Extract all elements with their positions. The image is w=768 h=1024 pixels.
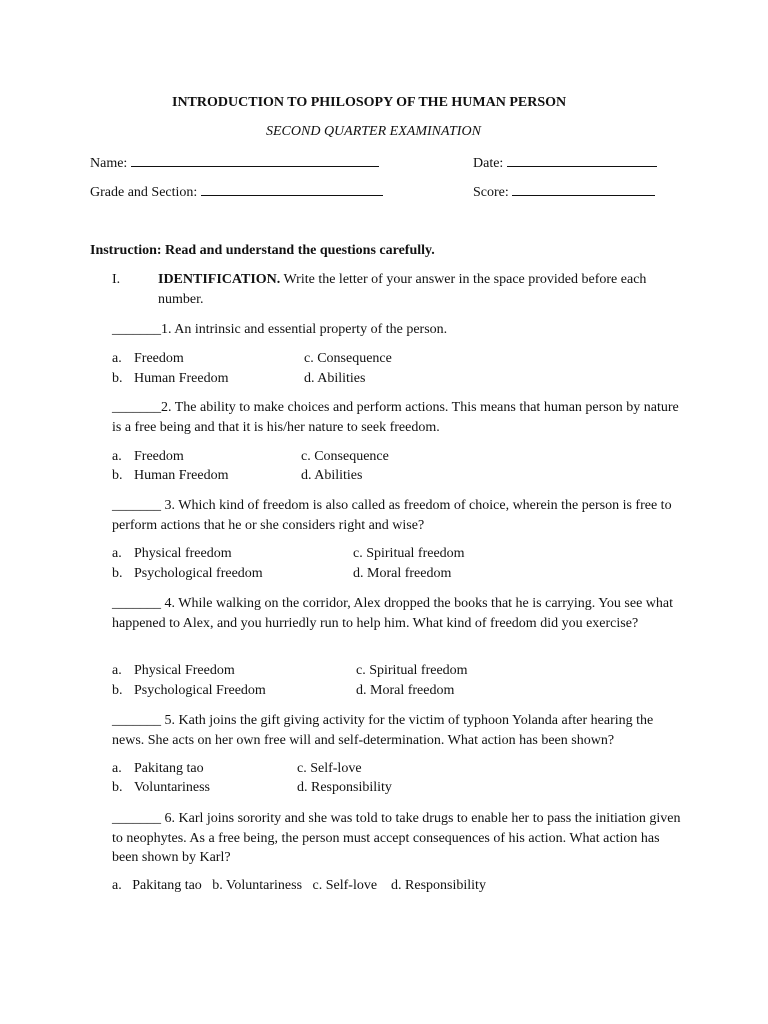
- section-heading: [158, 270, 678, 309]
- date-field: [473, 153, 657, 172]
- option-a: a. Pakitang tao: [112, 761, 204, 776]
- option-b: b. Voluntariness: [112, 780, 210, 795]
- grade-field: [90, 182, 383, 201]
- question-3: [112, 496, 682, 535]
- instruction: Instruction: Read and understand the questions carefully.: [90, 243, 435, 258]
- option-d: d. Abilities: [304, 371, 366, 386]
- question-4: [112, 594, 682, 633]
- question-text: 1. An intrinsic and essential property of the person.: [161, 322, 448, 337]
- section-number: I.: [112, 272, 121, 287]
- score-field: [473, 182, 655, 201]
- answer-blank: _______: [112, 596, 161, 611]
- question-2: [112, 398, 682, 437]
- option-a: a. Physical freedom: [112, 546, 232, 561]
- question-text: 4. While walking on the corridor, Alex dropped the books that he is carrying. You see what happened to Alex, and you hurriedly run to help him. What kind of freedom did you exercise?: [112, 596, 674, 631]
- options-inline: a. Pakitang tao b. Voluntariness c. Self-love d. Responsibility: [112, 878, 486, 893]
- question-6: [112, 809, 682, 868]
- option-a: a. Freedom: [112, 351, 184, 366]
- option-b: b. Psychological freedom: [112, 566, 263, 581]
- question-text: 6. Karl joins sorority and she was told to take drugs to enable her to pass the initiation given to neophytes. As a free being, the person must accept consequences of his action. What action has been shown by Karl?: [112, 811, 681, 865]
- option-c: c. Consequence: [304, 351, 392, 366]
- section-text: Write the letter of your answer in the space provided before each number.: [158, 272, 647, 307]
- name-field: [90, 153, 379, 172]
- answer-blank: _______: [112, 400, 161, 415]
- question-text: 3. Which kind of freedom is also called as freedom of choice, wherein the person is free to perform actions that he or she considers right and wise?: [112, 498, 672, 533]
- answer-blank: _______: [112, 713, 161, 728]
- option-c: c. Self-love: [297, 761, 362, 776]
- option-a: a. Physical Freedom: [112, 663, 235, 678]
- option-d: d. Moral freedom: [356, 683, 455, 698]
- name-label: Name:: [90, 156, 128, 171]
- grade-blank: [201, 182, 383, 196]
- exam-subtitle: SECOND QUARTER EXAMINATION: [266, 124, 481, 139]
- grade-label: Grade and Section:: [90, 185, 198, 200]
- section-title: IDENTIFICATION.: [158, 272, 281, 287]
- name-blank: [131, 153, 379, 167]
- question-5: [112, 711, 682, 750]
- option-b: b. Human Freedom: [112, 371, 229, 386]
- option-a: a. Freedom: [112, 449, 184, 464]
- exam-title: INTRODUCTION TO PHILOSOPY OF THE HUMAN PERSON: [172, 95, 567, 110]
- option-b: b. Human Freedom: [112, 468, 229, 483]
- date-label: Date:: [473, 156, 504, 171]
- option-b: b. Psychological Freedom: [112, 683, 266, 698]
- option-c: c. Spiritual freedom: [356, 663, 468, 678]
- answer-blank: _______: [112, 498, 161, 513]
- question-1: [112, 320, 682, 340]
- option-c: c. Consequence: [301, 449, 389, 464]
- option-d: d. Responsibility: [297, 780, 392, 795]
- date-blank: [507, 153, 657, 167]
- question-text: 5. Kath joins the gift giving activity for the victim of typhoon Yolanda after hearing the news. She acts on her own free will and self-determination. What action has been shown?: [112, 713, 654, 748]
- answer-blank: _______: [112, 322, 161, 337]
- option-d: d. Moral freedom: [353, 566, 452, 581]
- score-blank: [512, 182, 655, 196]
- answer-blank: _______: [112, 811, 161, 826]
- score-label: Score:: [473, 185, 509, 200]
- option-c: c. Spiritual freedom: [353, 546, 465, 561]
- question-text: 2. The ability to make choices and perform actions. This means that human person by nature is a free being and that it is his/her nature to seek freedom.: [112, 400, 679, 435]
- option-d: d. Abilities: [301, 468, 363, 483]
